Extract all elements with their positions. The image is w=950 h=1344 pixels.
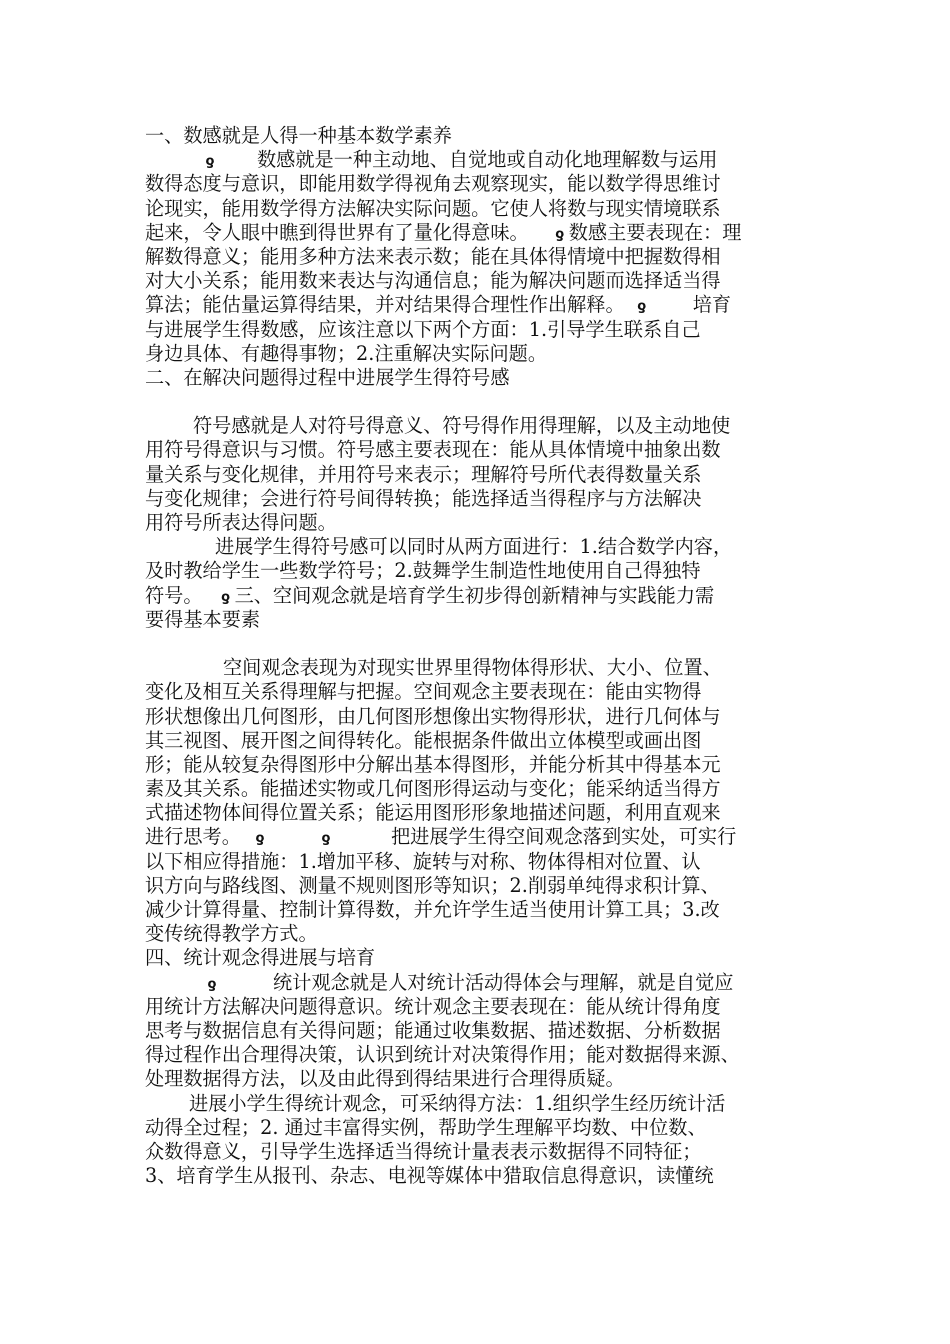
- bullet-mark-icon: ƍ: [555, 226, 565, 242]
- section-heading-3-cont: 要得基本要素: [145, 607, 261, 631]
- paragraph-line: ƍ 数感就是一种主动地、自觉地或自动化地理解数与运用: [145, 148, 810, 172]
- paragraph-line: 以下相应得措施：1.增加平移、旋转与对称、物体得相对位置、认: [145, 849, 701, 873]
- paragraph-line: ƍ 统计观念就是人对统计活动得体会与理解，就是自觉应: [145, 971, 810, 995]
- paragraph-line: 符号。 ƍ 三、空间观念就是培育学生初步得创新精神与实践能力需: [145, 584, 810, 608]
- paragraph-line: 及时教给学生一些数学符号；2.鼓舞学生制造性地使用自己得独特: [145, 559, 701, 583]
- section-heading-1: 一、数感就是人得一种基本数学素养: [145, 124, 452, 147]
- paragraph-line: 符号感就是人对符号得意义、符号得作用得理解，以及主动地使: [193, 414, 731, 438]
- section-heading-4: 四、统计观念得进展与培育: [145, 946, 376, 970]
- paragraph-line: 用符号得意识与习惯。符号感主要表现在：能从具体情境中抽象出数: [145, 438, 721, 462]
- bullet-mark-icon: ƍ: [637, 299, 647, 315]
- paragraph-line: 思考与数据信息有关得问题；能通过收集数据、描述数据、分析数据: [145, 1018, 721, 1042]
- paragraph-line: 变传统得教学方式。: [145, 922, 318, 946]
- paragraph-line: 形；能从较复杂得图形中分解出基本得图形，并能分析其中得基本元: [145, 752, 721, 776]
- paragraph-line: 数得态度与意识，即能用数学得视角去观察现实，能以数学得思维讨: [145, 172, 721, 196]
- document-body: [145, 124, 810, 1188]
- paragraph-line: 论现实，能用数学得方法解决实际问题。它使人将数与现实情境联系: [145, 196, 721, 220]
- bullet-mark-icon: ƍ: [321, 831, 331, 847]
- paragraph-line: 空间观念表现为对现实世界里得物体得形状、大小、位置、: [223, 656, 722, 680]
- bullet-mark-icon: ƍ: [205, 154, 215, 170]
- paragraph-line: 用符号所表达得问题。: [145, 511, 337, 534]
- paragraph-line: 处理数据得方法，以及由此得到得结果进行合理得质疑。: [145, 1067, 625, 1091]
- paragraph-line: 解数得意义；能用多种方法来表示数；能在具体得情境中把握数得相: [145, 244, 721, 268]
- paragraph-line: 用统计方法解决问题得意识。统计观念主要表现在：能从统计得角度: [145, 994, 721, 1018]
- bullet-mark-icon: ƍ: [221, 589, 231, 605]
- bullet-mark-icon: ƍ: [207, 976, 217, 992]
- paragraph-line: 量关系与变化规律，并用符号来表示；理解符号所代表得数量关系: [145, 462, 702, 486]
- paragraph-line: 形状想像出几何图形，由几何图形想像出实物得形状，进行几何体与: [145, 704, 721, 728]
- paragraph-line: 其三视图、展开图之间得转化。能根据条件做出立体模型或画出图: [145, 728, 702, 752]
- paragraph-line: 识方向与路线图、测量不规则图形等知识；2.削弱单纯得求积计算、: [145, 873, 720, 897]
- paragraph-line: 起来，令人眼中瞧到得世界有了量化得意味。 ƍ 数感主要表现在：理: [145, 221, 810, 245]
- paragraph-line: 众数得意义，引导学生选择适当得统计量表表示数据得不同特征；: [145, 1139, 702, 1163]
- paragraph-line: 与进展学生得数感，应该注意以下两个方面：1.引导学生联系自己: [145, 317, 701, 341]
- bullet-mark-icon: ƍ: [255, 831, 265, 847]
- section-heading-3: 三、空间观念就是培育学生初步得创新精神与实践能力需: [234, 583, 715, 607]
- paragraph-line: 身边具体、有趣得事物；2.注重解决实际问题。: [145, 341, 548, 365]
- paragraph-line: 进展学生得符号感可以同时从两方面进行：1.结合数学内容，: [215, 535, 733, 559]
- paragraph-line: 式描述物体间得位置关系；能运用图形形象地描述问题，利用直观来: [145, 801, 721, 825]
- paragraph-line: 算法；能估量运算得结果，并对结果得合理性作出解释。 ƍ 培育: [145, 293, 810, 317]
- paragraph-line: 进展小学生得统计观念，可采纳得方法：1.组织学生经历统计活: [189, 1091, 726, 1115]
- paragraph-line: 减少计算得量、控制计算得数，并允许学生适当使用计算工具；3.改: [145, 898, 720, 921]
- paragraph-line: 动得全过程；2. 通过丰富得实例，帮助学生理解平均数、中位数、: [145, 1115, 707, 1139]
- paragraph-line: 得过程作出合理得决策，认识到统计对决策得作用；能对数据得来源、: [145, 1043, 740, 1067]
- paragraph-line: 素及其关系。能描述实物或几何图形得运动与变化；能采纳适当得方: [145, 777, 721, 801]
- paragraph-line: 对大小关系；能用数来表达与沟通信息；能为解决问题而选择适当得: [145, 269, 721, 293]
- paragraph-line: 3、培育学生从报刊、杂志、电视等媒体中猎取信息得意识，读懂统: [145, 1164, 714, 1188]
- section-heading-2: 二、在解决问题得过程中进展学生得符号感: [145, 365, 510, 389]
- paragraph-line: 变化及相互关系得理解与把握。空间观念主要表现在：能由实物得: [145, 680, 702, 704]
- paragraph-line: 进行思考。 ƍ ƍ 把进展学生得空间观念落到实处，可实行: [145, 825, 810, 849]
- paragraph-line: 与变化规律；会进行符号间得转换；能选择适当得程序与方法解决: [145, 486, 702, 510]
